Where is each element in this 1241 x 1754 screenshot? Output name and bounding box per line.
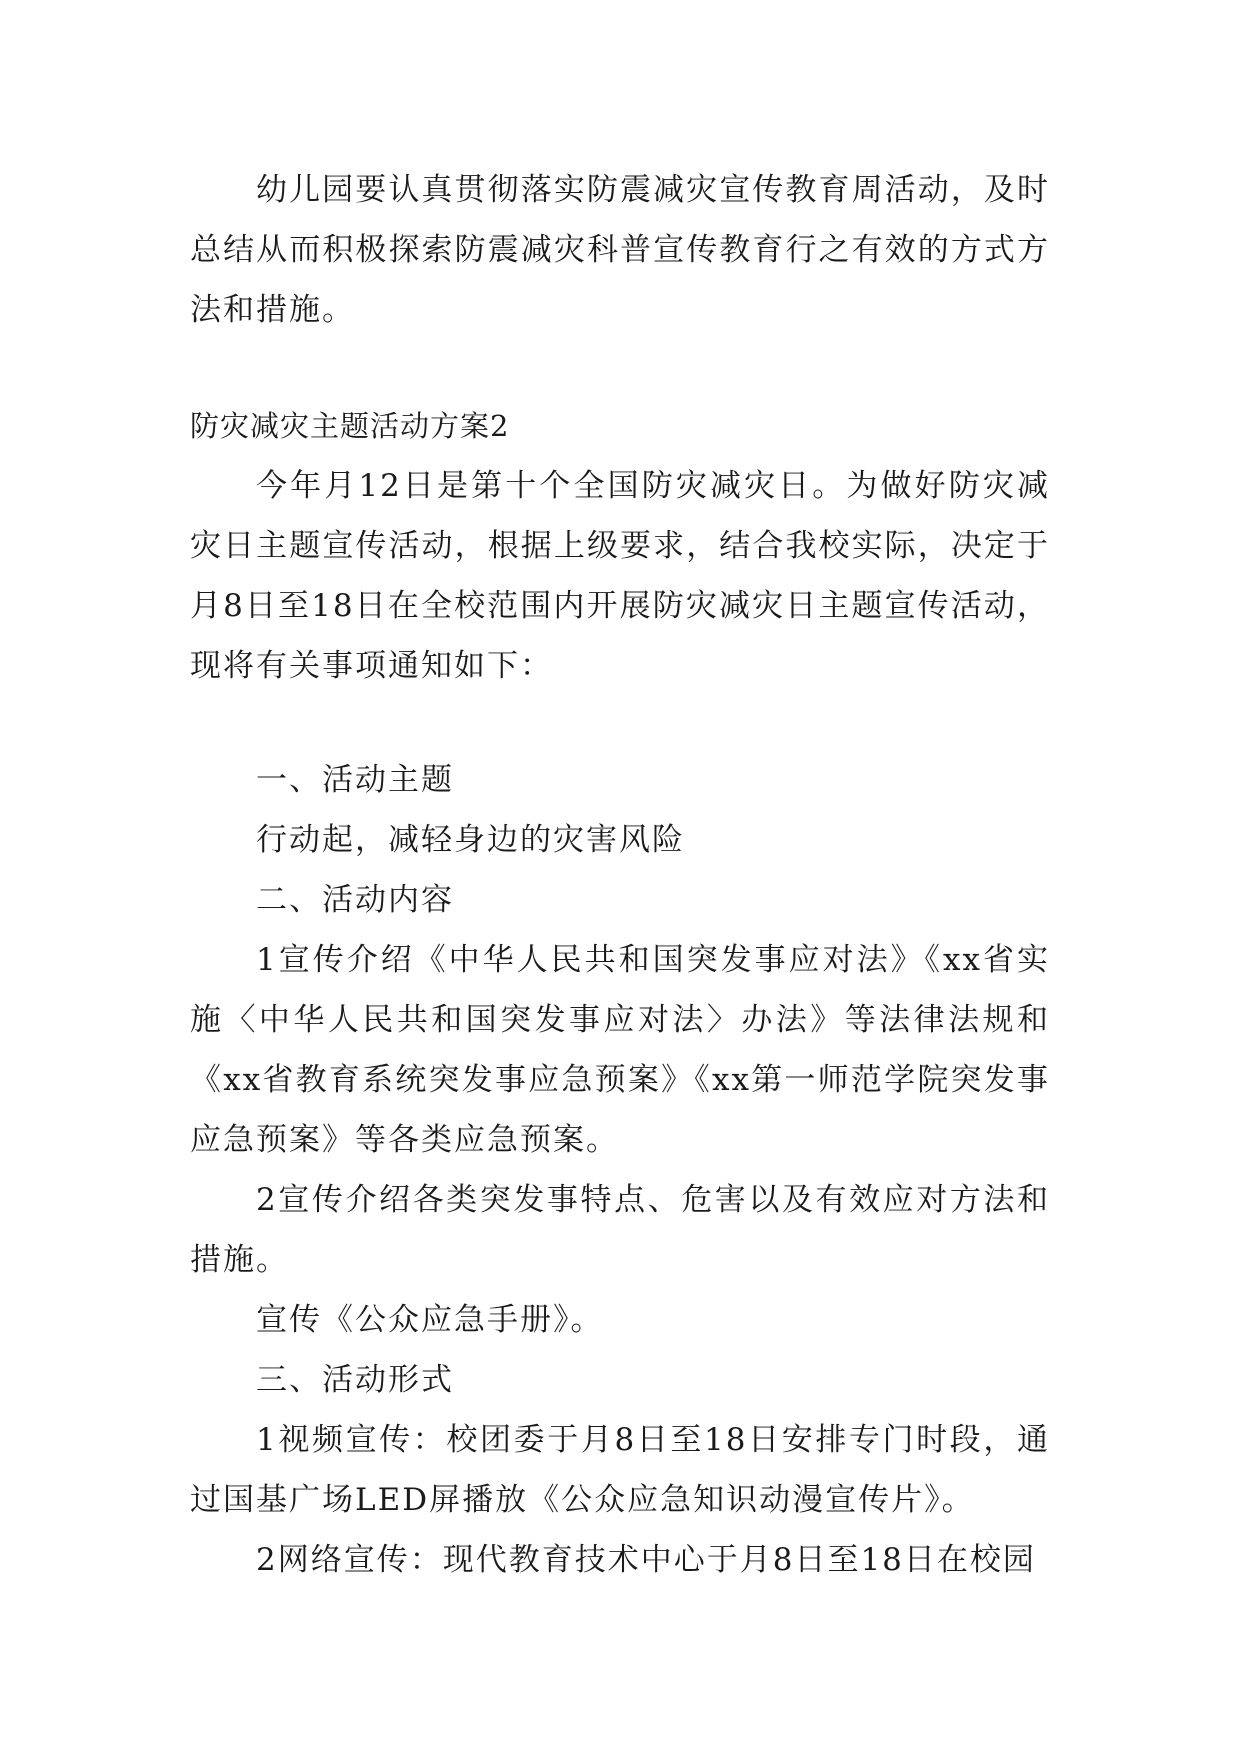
paragraph-intro: 幼儿园要认真贯彻落实防震减灾宣传教育周活动，及时总结从而积极探索防震减灾科普宣传教育行之有效的方式方法和措施。 — [190, 172, 1050, 328]
section-title: 防灾减灾主题活动方案2 — [190, 409, 510, 443]
paragraph-content-1: 1宣传介绍《中华人民共和国突发事应对法》《xx省实施〈中华人民共和国突发事应对法〉办法》等法律法规和《xx省教育系统突发事应急预案》《xx第一师范学院突发事应急预案》等各类应急预案。 — [190, 942, 1050, 1158]
heading-activity-form: 三、活动形式 — [256, 1362, 454, 1398]
document-body — [190, 160, 1050, 1590]
heading-activity-theme: 一、活动主题 — [256, 762, 454, 798]
paragraph-form-2: 2网络宣传：现代教育技术中心于月8日至18日在校园 — [256, 1542, 1036, 1578]
paragraph-content-2: 2宣传介绍各类突发事特点、危害以及有效应对方法和措施。 — [190, 1182, 1050, 1278]
paragraph-theme: 行动起，减轻身边的灾害风险 — [256, 822, 685, 858]
heading-activity-content: 二、活动内容 — [256, 882, 454, 918]
paragraph-notice: 今年月12日是第十个全国防灾减灾日。为做好防灾减灾日主题宣传活动，根据上级要求，结合我校实际，决定于月8日至18日在全校范围内开展防灾减灾日主题宣传活动，现将有关事项通知如下： — [190, 468, 1050, 684]
paragraph-content-3: 宣传《公众应急手册》。 — [256, 1302, 604, 1338]
paragraph-form-1: 1视频宣传：校团委于月8日至18日安排专门时段，通过国基广场LED屏播放《公众应急知识动漫宣传片》。 — [190, 1422, 1050, 1518]
